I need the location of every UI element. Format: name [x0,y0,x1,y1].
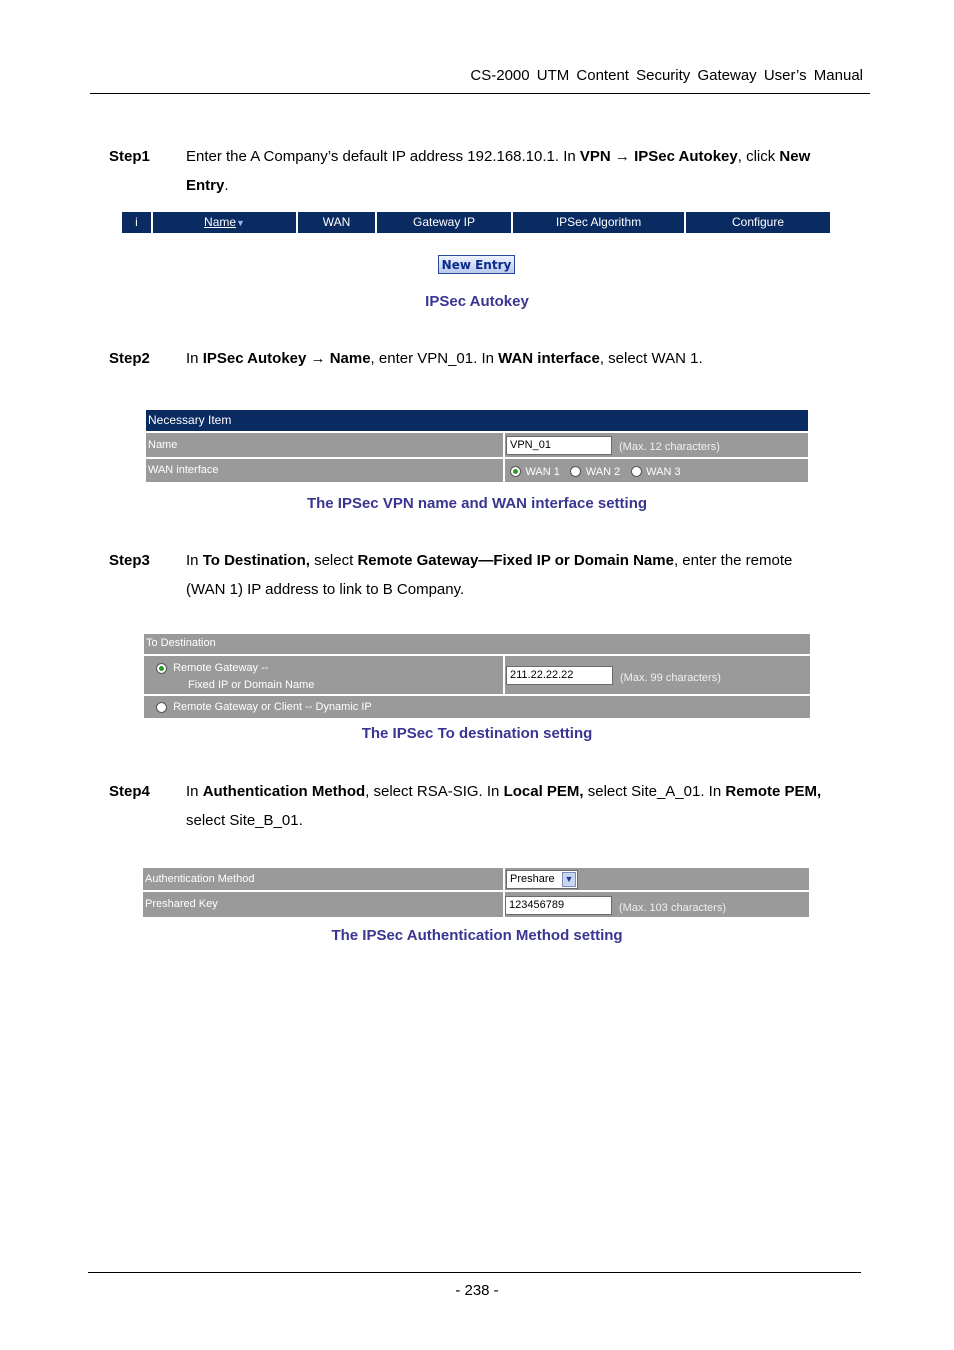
step2-bold-wan: WAN interface [498,350,600,367]
auth-method-label: Authentication Method [143,868,503,890]
step3-bold-destination: To Destination, [202,552,310,569]
sort-down-icon[interactable]: ▼ [236,218,245,228]
step4-bold-remote: Remote PEM, [725,783,822,800]
step3-label: Step3 [109,552,150,569]
step4-bold-local: Local PEM, [503,783,584,800]
header-divider [90,93,870,94]
remote-gateway-dynamic-cell [144,696,810,718]
caption-ipsec-autokey: IPSec Autokey [425,293,529,310]
step2-label: Step2 [109,350,150,367]
step4-text-part: , select RSA-SIG. In [365,783,504,800]
chevron-down-icon[interactable]: ▼ [562,872,576,887]
step3-text [186,546,876,604]
arrow-icon: → [610,148,635,165]
preshared-key-input[interactable]: 123456789 [505,896,612,915]
auth-method-value: Preshare [510,873,555,885]
preshared-key-label: Preshared Key [143,892,503,917]
step1-text [186,142,866,200]
necessary-item-title: Necessary Item [146,410,808,431]
remote-gateway-input[interactable]: 211.22.22.22 [506,666,613,685]
page-header-title: CS-2000 UTM Content Security Gateway User’s Manual [470,67,863,84]
remote-gateway-dynamic-radio[interactable] [156,702,167,713]
to-destination-title: To Destination [144,634,810,654]
step1-label: Step1 [109,148,150,165]
step2-text-part: , enter VPN_01. In [370,350,499,367]
remote-gateway-dynamic-label: Remote Gateway or Client -- Dynamic IP [173,701,372,714]
wan2-label: WAN 2 [585,465,621,478]
caption-vpn-name-wan: The IPSec VPN name and WAN interface setting [306,495,648,512]
wan1-radio[interactable] [510,466,521,477]
name-label: Name [146,433,503,457]
step3-text-part: select [309,552,358,569]
name-hint: (Max. 12 characters) [619,441,720,453]
remote-gateway-fixed-radio[interactable] [156,663,167,674]
step4-text [186,777,876,835]
step1-text-part: , click [737,148,780,165]
caption-to-destination: The IPSec To destination setting [361,725,593,742]
column-name[interactable] [153,212,296,233]
caption-auth-method: The IPSec Authentication Method setting [331,927,623,944]
ipsec-list-header [122,212,832,233]
step3-text-part: In [186,552,203,569]
step2-text-part: , select WAN 1. [599,350,703,367]
footer-divider [88,1272,861,1273]
wan3-label: WAN 3 [646,465,681,478]
step1-text-part: . [224,177,229,194]
step1-bold-ipsec: IPSec Autokey [634,148,738,165]
step3-bold-remote: Remote Gateway—Fixed IP or Domain Name [357,552,674,569]
arrow-icon: → [306,350,330,367]
column-wan: WAN [298,212,375,233]
column-configure: Configure [686,212,830,233]
column-gateway-ip: Gateway IP [377,212,511,233]
step1-bold-entry: Entry [186,177,225,194]
step2-text-part: In [186,350,203,367]
wan2-radio[interactable] [570,466,581,477]
step1-bold-vpn: VPN [579,148,611,165]
wan3-radio[interactable] [631,466,642,477]
step4-label: Step4 [109,783,150,800]
column-index: i [122,212,151,233]
step4-text-part: select Site_B_01. [186,812,303,829]
new-entry-button[interactable]: New Entry [438,255,515,274]
step4-bold-auth: Authentication Method [202,783,366,800]
step2-bold-ipsec: IPSec Autokey [202,350,307,367]
auth-method-select[interactable] [506,870,578,889]
name-input[interactable]: VPN_01 [506,436,612,455]
remote-gateway-fixed-cell [144,656,503,694]
preshared-key-hint: (Max. 103 characters) [619,902,726,914]
step2-text [186,344,866,373]
wan1-label: WAN 1 [525,465,560,478]
remote-gateway-fixed-label: Remote Gateway -- [173,662,269,675]
step1-text-part: Enter the A Company’s default IP address 192.168.10.1. In [186,148,580,165]
step4-text-part: In [186,783,203,800]
step3-text-part: , enter the remote [673,552,793,569]
column-name-link[interactable]: Name [204,215,237,229]
wan-interface-label: WAN interface [146,459,503,482]
wan-radio-group [510,463,681,481]
remote-gateway-fixed-sublabel: Fixed IP or Domain Name [188,679,315,691]
step3-text-part: (WAN 1) IP address to link to B Company. [186,581,465,598]
step4-text-part: select Site_A_01. In [583,783,726,800]
remote-gateway-hint: (Max. 99 characters) [620,672,721,684]
step1-bold-new: New [779,148,811,165]
page-number: - 238 - [455,1282,499,1299]
step2-bold-name: Name [329,350,371,367]
column-ipsec-algorithm: IPSec Algorithm [513,212,684,233]
